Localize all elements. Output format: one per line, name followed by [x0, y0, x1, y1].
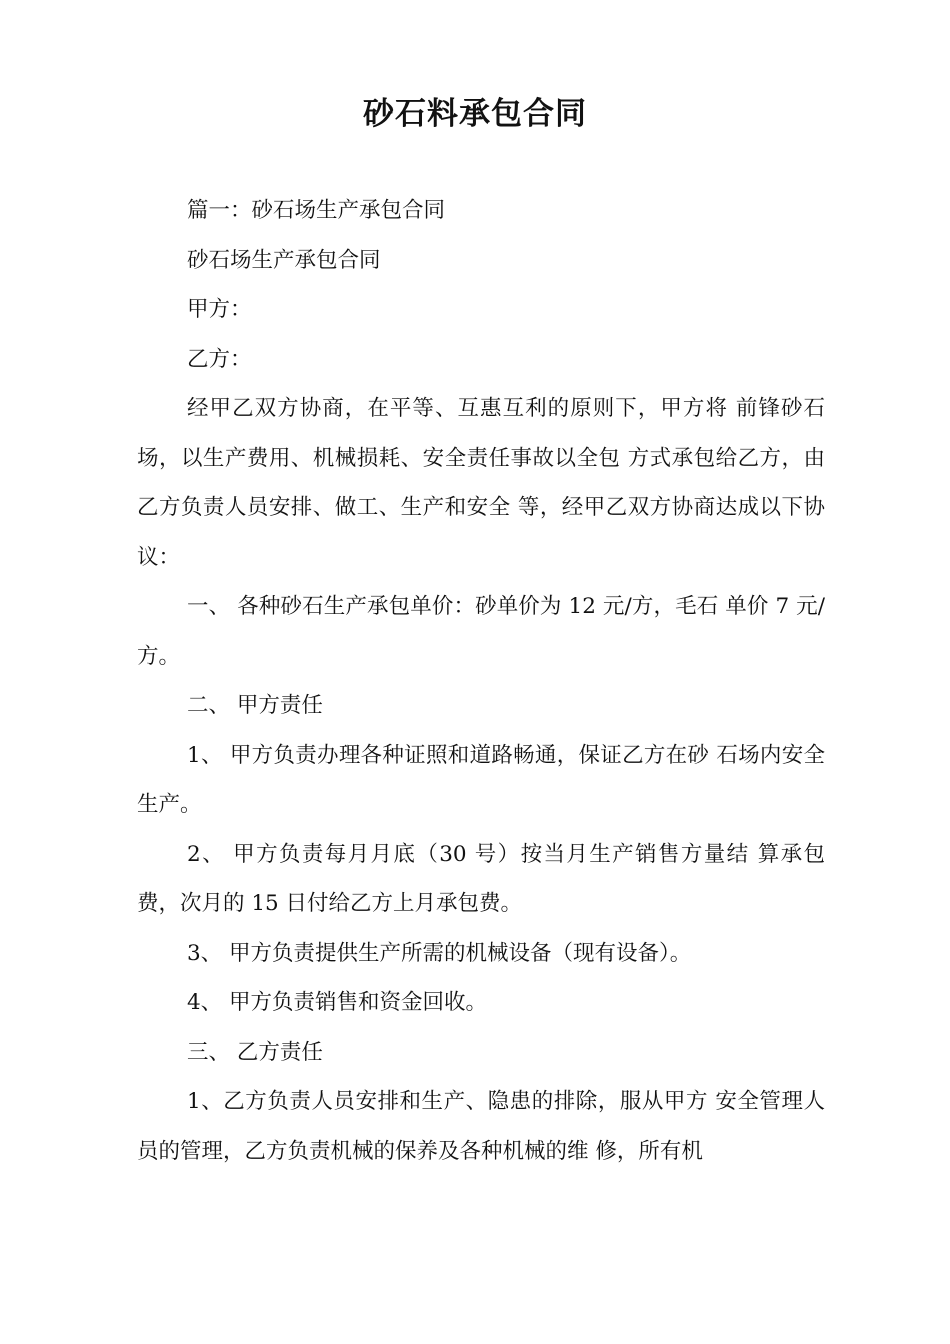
document-body	[137, 186, 825, 1176]
clause-heading-party-a: 二、 甲方责任	[187, 693, 323, 718]
contract-name: 砂石场生产承包合同	[187, 247, 381, 273]
clause-unit-price: 一、 各种砂石生产承包单价：砂单价为 12 元/方，毛石 单价 7 元/方。	[137, 594, 825, 669]
party-b-item-1: 1、乙方负责人员安排和生产、隐患的排除，服从甲方 安全管理人员的管理，乙方负责机械的保养及各种机械的维 修，所有机	[137, 1089, 825, 1164]
section-heading: 篇一：砂石场生产承包合同	[187, 198, 446, 223]
party-a-item-2: 2、 甲方负责每月月底（30 号）按当月生产销售方量结 算承包费，次月的 15 日付给乙方上月承包费。	[137, 841, 825, 916]
clause-heading-party-b: 三、 乙方责任	[187, 1039, 323, 1065]
party-a-item-1: 1、 甲方负责办理各种证照和道路畅通，保证乙方在砂 石场内安全生产。	[137, 742, 825, 817]
document-title: 砂石料承包合同	[363, 96, 587, 132]
party-b-line: 乙方：	[187, 346, 252, 372]
party-a-item-3: 3、 甲方负责提供生产所需的机械设备（现有设备）。	[187, 940, 692, 966]
preamble-paragraph: 经甲乙双方协商，在平等、互惠互利的原则下，甲方将 前锋砂石场，以生产费用、机械损耗、安全责任事故以全包 方式承包给乙方，由乙方负责人员安排、做工、生产和安全 等，经甲乙双方协商达成以下协议：	[137, 396, 825, 570]
party-a-line: 甲方：	[187, 297, 252, 322]
party-a-item-4: 4、 甲方负责销售和资金回收。	[187, 990, 488, 1015]
